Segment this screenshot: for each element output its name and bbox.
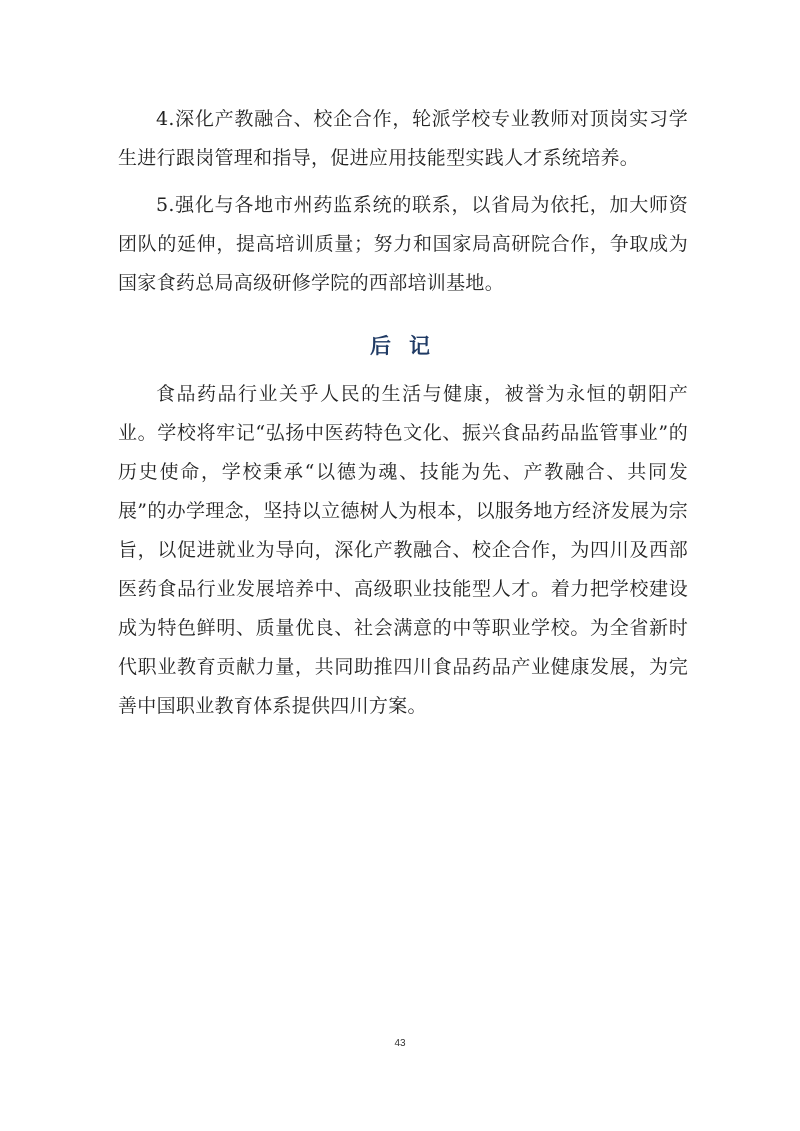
section-title-afterword: 后记 xyxy=(370,334,448,358)
page-number: 43 xyxy=(394,1038,406,1049)
paragraph-item-5: 5.强化与各地市州药监系统的联系，以省局为依托，加大师资团队的延伸，提高培训质量；努力和国家局高研院合作，争取成为国家食药总局高级研修学院的西部培训基地。 xyxy=(118,194,688,294)
paragraph-item-4: 4.深化产教融合、校企合作，轮派学校专业教师对顶岗实习学生进行跟岗管理和指导，促进应用技能型实践人才系统培养。 xyxy=(118,108,688,169)
afterword-paragraph: 食品药品行业关乎人民的生活与健康，被誉为永恒的朝阳产业。学校将牢记“弘扬中医药特色文化、振兴食品药品监管事业”的历史使命，学校秉承“以德为魂、技能为先、产教融合、共同发展”的办学理念，坚持以立德树人为根本，以服务地方经济发展为宗旨，以促进就业为导向，深化产教融合、校企合作，为四川及西部医药食品行业发展培养中、高级职业技能型人才。着力把学校建设成为特色鲜明、质量优良、社会满意的中等职业学校。为全省新时代职业教育贡献力量，共同助推四川食品药品产业健康发展，为完善中国职业教育体系提供四川方案。 xyxy=(118,383,688,717)
